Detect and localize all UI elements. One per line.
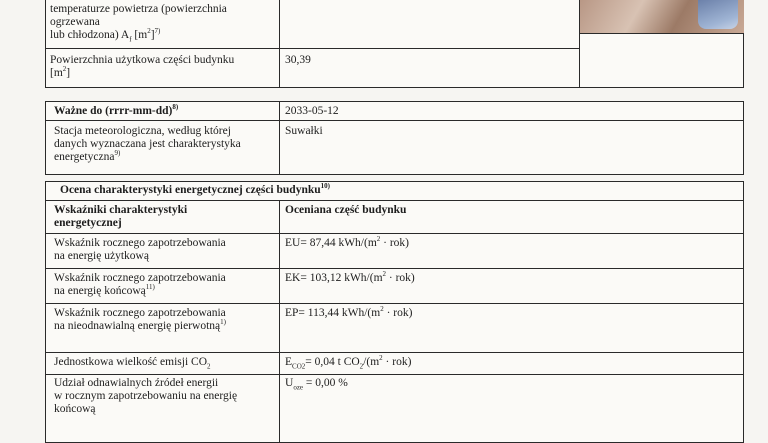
weather-station-label: Stacja meteorologiczna, według której danych wyznaczana jest charakterystyka energetyczna$^{9)}$ [54, 125, 241, 163]
co2-emission-value: $E_{CO2}= 0,04$ t $CO_2/(m^2 \cdot rok)$ [285, 354, 412, 371]
assessment-table [45, 181, 744, 443]
usable-area-value: 30,39 [285, 54, 311, 66]
ep-value: EP= 113,44 kWh/$(m^2 \cdot rok)$ [285, 305, 413, 319]
top-table [45, 0, 744, 88]
assessed-part-header: Oceniana część budynku [285, 204, 407, 216]
usable-area-heated-label: temperaturze powietrza (powierzchnia ogrzewana lub chłodzona) $A_f$ $[m^2]^{7)}$ [50, 3, 227, 44]
ek-value: EK= 103,12 kWh/$(m^2 \cdot rok)$ [285, 270, 415, 284]
validity-table [45, 101, 744, 175]
valid-until-label: Ważne do (rrrr-mm-dd)$^{8)}$ [54, 103, 179, 117]
indicators-header: Wskaźniki charakterystyki energetycznej [54, 204, 188, 229]
eu-value: EU= 87,44 kWh/$(m^2 \cdot rok)$ [285, 235, 410, 249]
renewable-share-label: Udział odnawialnych źródeł energii w rocznym zapotrzebowaniu na energię końcową [54, 377, 238, 415]
usable-area-label: Powierzchnia użytkowa części budynku $[m^2]$ [50, 54, 235, 79]
ep-label: Wskaźnik rocznego zapotrzebowania na nieodnawialną energię pierwotną$^{1)}$ [54, 307, 226, 332]
assessment-title: Ocena charakterystyki energetycznej części budynku$^{10)}$ [60, 182, 330, 196]
eu-label: Wskaźnik rocznego zapotrzebowania na energię użytkową [54, 237, 226, 262]
co2-emission-label: Jednostkowa wielkość emisji $CO_2$ [54, 356, 211, 371]
building-photo [579, 0, 744, 33]
weather-station-value: Suwałki [285, 125, 323, 137]
renewable-share-value: $U_{oze} = 0,00$ % [285, 377, 348, 392]
ek-label: Wskaźnik rocznego zapotrzebowania na energię końcową$^{11)}$ [54, 272, 226, 297]
valid-until-value: 2033-05-12 [285, 105, 339, 117]
